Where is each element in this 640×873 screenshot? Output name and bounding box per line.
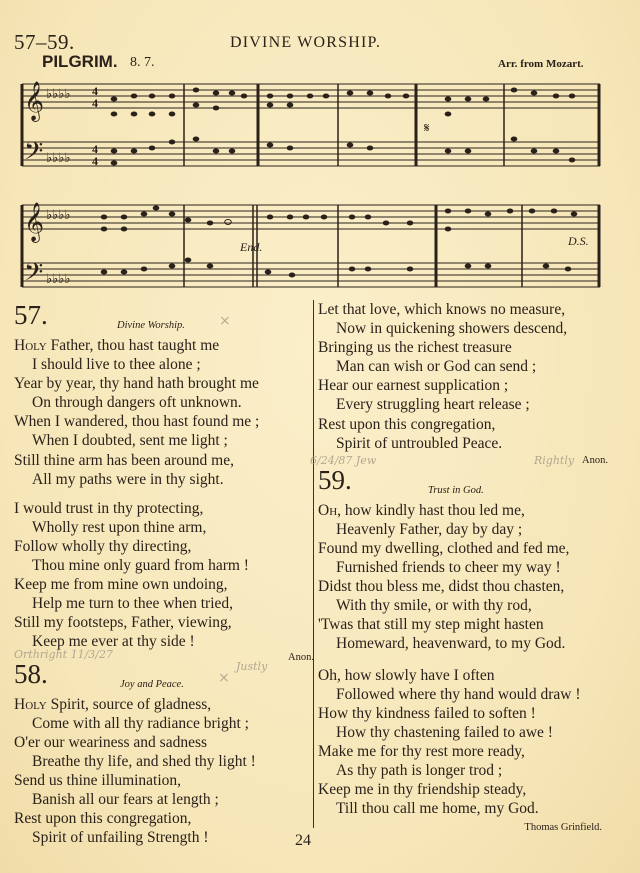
hymn-59-stanza-1: Oh, how kindly hast thou led me, Heavenly Father, day by day ; Found my dwelling, clothed and fed me, Furnished friends to cheer my way ! Didst thou bless me, didst thou chasten, With thy smile, or with thy rod, 'Twas that still my step might hasten Homeward, heavenward, to my God. (318, 501, 570, 653)
hymn-57-stanza-2: I would trust in thy protecting, Wholly rest upon thine arm, Follow wholly thy directing, Thou mine only guard from harm ! Keep me from mine own undoing, Help me turn to thee when tried, Still my footsteps, Father, viewing, Keep me ever at thy side ! (14, 499, 249, 651)
hymn-58-stanza-2: Let that love, which knows no measure, Now in quickening showers descend, Bringing us the richest treasure Man can wish or God can send ; Hear our earnest supplication ; Every struggling heart release ; Rest upon this congregation, Spirit of untroubled Peace. (318, 301, 568, 452)
end-marking: End. (240, 240, 263, 254)
hymn-57-heading (14, 300, 314, 336)
pencil-note: Justly (236, 659, 268, 673)
hymn-59-heading (318, 464, 618, 501)
left-column (14, 300, 314, 847)
pencil-note: 6/24/87 Jew (310, 453, 377, 467)
pencil-x-mark: × (218, 669, 230, 686)
svg-text:4: 4 (92, 96, 98, 110)
hymn-range: 57–59. (14, 30, 75, 54)
hymn-58-footer (310, 453, 618, 469)
pencil-x-mark: × (219, 313, 231, 329)
hymn-58-author: Anon. (582, 454, 608, 466)
score-staves-icon (16, 195, 606, 295)
svg-text:𝄞: 𝄞 (24, 83, 45, 120)
svg-text:♭♭♭♭: ♭♭♭♭ (46, 271, 71, 286)
pencil-note: Rightly (534, 453, 575, 467)
pencil-note: Orthright 11/3/27 (14, 647, 114, 661)
tune-arrangement: Arr. from Mozart. (498, 58, 584, 70)
tune-meter: 8. 7. (130, 55, 155, 70)
svg-text:4: 4 (92, 84, 98, 98)
score-staves-icon (16, 72, 606, 172)
svg-text:𝄞: 𝄞 (24, 204, 45, 241)
right-column (310, 300, 618, 837)
music-system-1 (16, 72, 606, 172)
hymn-number: 59. (318, 464, 352, 495)
hymn-number: 58. (14, 658, 48, 689)
section-title: DIVINE WORSHIP. (230, 34, 382, 51)
svg-text:4: 4 (92, 154, 98, 168)
svg-text:4: 4 (92, 142, 98, 156)
hymn-58-stanza-1: Holy Spirit, source of gladness, Come with all thy radiance bright ; O'er our weariness and sadness Breathe thy life, and shed thy light ! Send us thine illumination, Banish all our fears at length ; Rest upon this congregation, Spirit of unfailing Strength ! (14, 695, 256, 847)
svg-text:𝄢: 𝄢 (24, 259, 44, 292)
hymn-59-author: Thomas Grinfield. (524, 822, 602, 834)
hymn-number: 57. (14, 300, 48, 330)
hymn-57-author: Anon. (288, 651, 314, 663)
tune-name: PILGRIM. (42, 52, 118, 71)
segno-icon: 𝄋 (424, 120, 430, 135)
hymn-title: Trust in God. (428, 484, 484, 496)
hymn-title: Divine Worship. (117, 320, 185, 331)
hymn-57-stanza-1: Holy Father, thou hast taught me I should live to thee alone ; Year by year, thy hand hath brought me On through dangers oft unknown. When I wandered, thou hast found me ; When I doubted, sent me light ; Still thine arm has been around me, All my paths were in thy sight. (14, 337, 260, 488)
ds-marking: D.S. (568, 234, 589, 248)
page-number: 24 (295, 832, 311, 849)
music-system-2 (16, 195, 606, 295)
svg-text:𝄢: 𝄢 (24, 138, 44, 171)
svg-text:♭♭♭♭: ♭♭♭♭ (46, 86, 71, 101)
hymn-title: Joy and Peace. (120, 678, 184, 690)
svg-text:♭♭♭♭: ♭♭♭♭ (46, 207, 71, 222)
hymn-59-stanza-2: Oh, how slowly have I often Followed where thy hand would draw ! How thy kindness failed to soften ! How thy chastening failed to awe ! Make me for thy rest more ready, As thy path is longer trod ; Keep me in thy friendship steady, Till thou call me home, my God. (318, 666, 581, 818)
svg-text:♭♭♭♭: ♭♭♭♭ (46, 150, 71, 165)
